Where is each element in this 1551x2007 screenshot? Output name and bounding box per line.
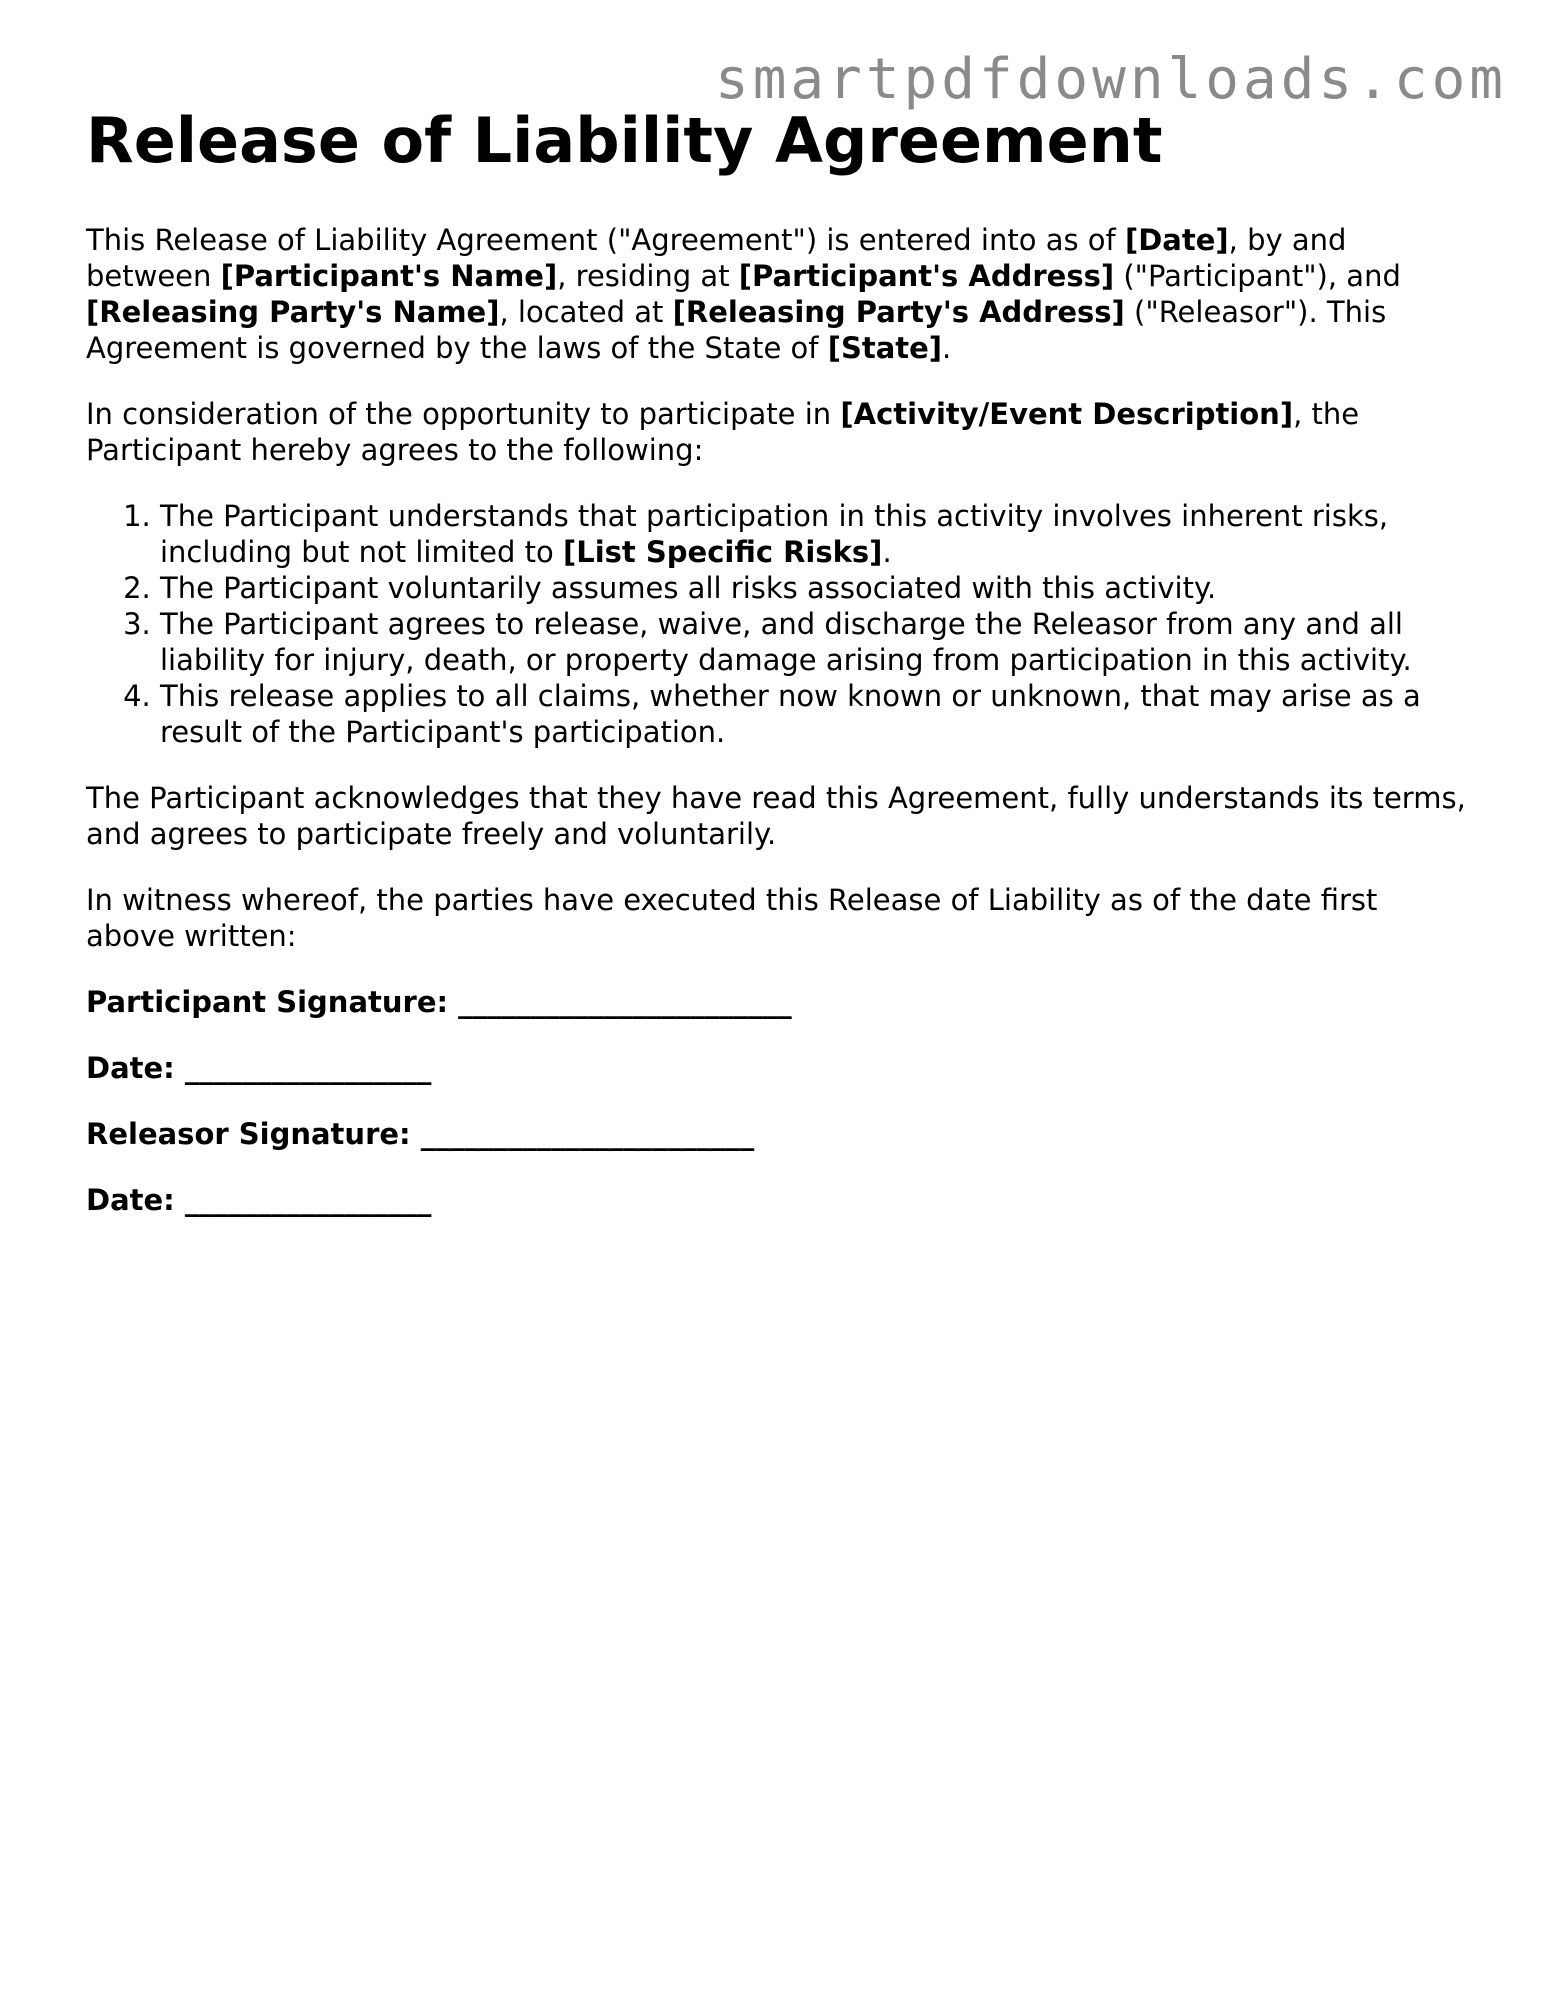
watermark: smartpdfdownloads.com: [714, 47, 1507, 112]
risks-placeholder: [List Specific Risks]: [562, 535, 883, 569]
participant-name-placeholder: [Participant's Name]: [220, 259, 558, 293]
releasing-party-address-placeholder: [Releasing Party's Address]: [672, 295, 1125, 329]
activity-placeholder: [Activity/Event Description]: [840, 397, 1294, 431]
document-body: [86, 222, 1466, 1248]
consideration-text-2: , the Participant hereby agrees to the following:: [86, 397, 1360, 467]
term-2-text: The Participant voluntarily assumes all risks associated with this activity.: [160, 571, 1217, 605]
page-title: Release of Liability Agreement: [86, 104, 1163, 177]
witness-paragraph: In witness whereof, the parties have executed this Release of Liability as of the date first above written:: [86, 883, 1378, 953]
participant-date-line: Date: _________________: [86, 1051, 432, 1085]
terms-list: [86, 498, 1466, 750]
list-item: [160, 498, 1466, 570]
term-1-end: .: [882, 535, 892, 569]
term-4-text: This release applies to all claims, whether now known or unknown, that may arise as a result of the Participant's participation.: [160, 679, 1421, 749]
intro-text-4: ("Participant"), and: [1114, 259, 1401, 293]
state-placeholder: [State]: [827, 331, 943, 365]
consideration-text-1: In consideration of the opportunity to participate in: [86, 397, 841, 431]
acknowledgement-paragraph: The Participant acknowledges that they have read this Agreement, fully understands its terms, and agrees to participate freely and voluntarily.: [86, 781, 1466, 851]
intro-paragraph: [86, 222, 1466, 366]
releasing-party-name-placeholder: [Releasing Party's Name]: [86, 295, 500, 329]
participant-signature-line: Participant Signature: _______________________: [86, 985, 792, 1019]
participant-address-placeholder: [Participant's Address]: [738, 259, 1115, 293]
intro-text-3: , residing at: [557, 259, 739, 293]
term-3-text: The Participant agrees to release, waive, and discharge the Releasor from any and all liability for injury, death, or property damage arising from participation in this activity.: [160, 607, 1412, 677]
intro-text-2: , by and between: [86, 223, 1347, 293]
term-1-text: The Participant understands that participation in this activity involves inherent risks, including but not limited to: [160, 499, 1389, 569]
intro-text-6: ("Releasor"). This Agreement is governed by the laws of the State of: [86, 295, 1387, 365]
list-item: [160, 570, 1466, 606]
releasor-signature-line: Releasor Signature: _______________________: [86, 1117, 755, 1151]
intro-text-5: , located at: [499, 295, 673, 329]
date-placeholder: [Date]: [1124, 223, 1229, 257]
list-item: [160, 678, 1466, 750]
intro-text-7: .: [942, 331, 952, 365]
consideration-paragraph: [86, 396, 1466, 468]
list-item: [160, 606, 1466, 678]
releasor-date-line: Date: _________________: [86, 1183, 432, 1217]
intro-text-1: This Release of Liability Agreement ("Agreement") is entered into as of: [86, 223, 1125, 257]
